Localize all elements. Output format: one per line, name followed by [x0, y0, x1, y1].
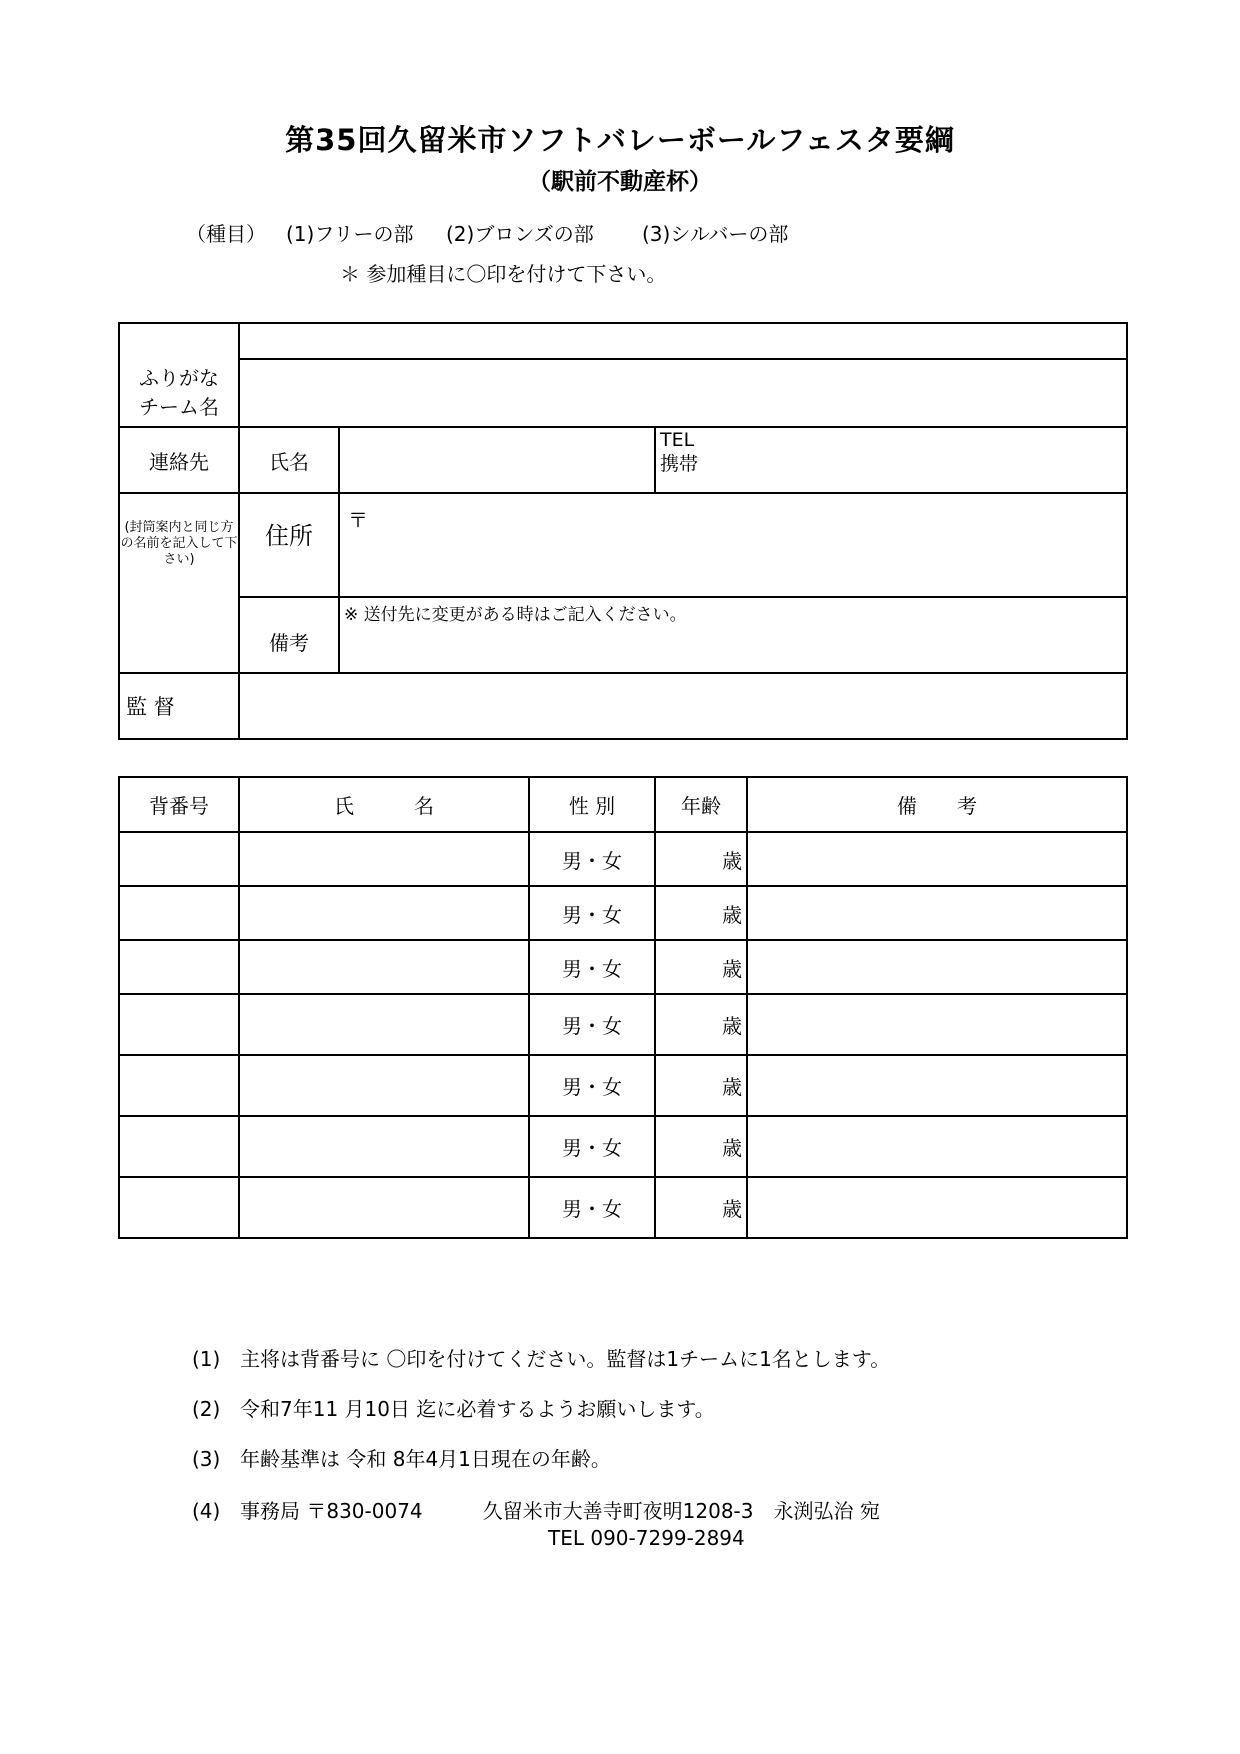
tel-label: TEL [660, 429, 695, 451]
postal-mark: 〒 [348, 508, 368, 532]
table-row [119, 940, 1127, 994]
table-row [119, 1055, 1127, 1116]
header-age: 年齢 [655, 777, 747, 832]
table-row [119, 1116, 1127, 1177]
remarks-input[interactable] [747, 886, 1127, 940]
remarks-input[interactable] [747, 1055, 1127, 1116]
number-input[interactable] [119, 1116, 239, 1177]
number-input[interactable] [119, 940, 239, 994]
team-info-form [118, 322, 1128, 740]
manager-input[interactable] [239, 673, 1127, 739]
category-silver: (3)シルバーの部 [642, 222, 789, 246]
number-input[interactable] [119, 832, 239, 886]
contact-phone-cell[interactable] [655, 427, 1127, 493]
age-input[interactable]: 歳 [655, 940, 747, 994]
age-input[interactable]: 歳 [655, 1055, 747, 1116]
name-input[interactable] [239, 1055, 529, 1116]
gender-option[interactable]: 男・女 [529, 1055, 655, 1116]
table-row [119, 1177, 1127, 1238]
note-2-index: (2) [192, 1397, 221, 1421]
number-input[interactable] [119, 994, 239, 1055]
gender-option[interactable]: 男・女 [529, 1177, 655, 1238]
age-input[interactable]: 歳 [655, 1177, 747, 1238]
name-input[interactable] [239, 994, 529, 1055]
team-name-label: チーム名 [139, 395, 219, 419]
number-input[interactable] [119, 1055, 239, 1116]
header-gender: 性 別 [529, 777, 655, 832]
team-name-label-cell [119, 323, 239, 427]
remarks-input[interactable] [339, 597, 1127, 673]
address-note: (封筒案内と同じ方の名前を記入して下さい) [120, 520, 238, 567]
gender-option[interactable]: 男・女 [529, 1116, 655, 1177]
address-note-cell [119, 493, 239, 673]
note-2-text: 令和7年11 月10日 迄に必着するようお願いします。 [240, 1397, 715, 1421]
gender-option[interactable]: 男・女 [529, 832, 655, 886]
age-input[interactable]: 歳 [655, 1116, 747, 1177]
remarks-note: ※ 送付先に変更がある時はご記入ください。 [344, 605, 687, 625]
page-title: 第35回久留米市ソフトバレーボールフェスタ要綱 [285, 123, 955, 157]
player-roster-table [118, 776, 1128, 1239]
note-4 [192, 1495, 880, 1524]
name-input[interactable] [239, 886, 529, 940]
name-input[interactable] [239, 1177, 529, 1238]
office-tel: TEL 090-7299-2894 [548, 1526, 745, 1550]
remarks-input[interactable] [747, 1177, 1127, 1238]
note-1-index: (1) [192, 1347, 221, 1371]
category-note: ＊ 参加種目に〇印を付けて下さい。 [340, 262, 667, 286]
remarks-input[interactable] [747, 940, 1127, 994]
category-label: （種目） [186, 222, 266, 246]
remarks-input[interactable] [747, 832, 1127, 886]
category-free: (1)フリーの部 [286, 222, 414, 246]
roster-header-row [119, 777, 1127, 832]
note-3 [192, 1443, 611, 1472]
name-input[interactable] [239, 1116, 529, 1177]
table-row [119, 832, 1127, 886]
manager-label: 監 督 [119, 673, 239, 739]
note-2 [192, 1393, 715, 1422]
header-name: 氏 名 [239, 777, 529, 832]
header-number: 背番号 [119, 777, 239, 832]
gender-option[interactable]: 男・女 [529, 994, 655, 1055]
name-input[interactable] [239, 940, 529, 994]
age-input[interactable]: 歳 [655, 994, 747, 1055]
table-row [119, 886, 1127, 940]
gender-option[interactable]: 男・女 [529, 940, 655, 994]
mobile-label: 携帯 [660, 453, 699, 475]
header-remarks: 備 考 [747, 777, 1127, 832]
remarks-input[interactable] [747, 994, 1127, 1055]
category-bronze: (2)ブロンズの部 [446, 222, 594, 246]
age-input[interactable]: 歳 [655, 886, 747, 940]
gender-option[interactable]: 男・女 [529, 886, 655, 940]
note-1 [192, 1343, 890, 1372]
table-row [119, 994, 1127, 1055]
remarks-input[interactable] [747, 1116, 1127, 1177]
note-4-text: 事務局 〒830-0074 久留米市大善寺町夜明1208-3 永渕弘治 宛 [240, 1499, 880, 1523]
page-subtitle: （駅前不動産杯） [528, 169, 712, 195]
age-input[interactable]: 歳 [655, 832, 747, 886]
furigana-input[interactable] [239, 323, 1127, 359]
contact-name-input[interactable] [339, 427, 655, 493]
note-1-text: 主将は背番号に 〇印を付けてください。監督は1チームに1名とします。 [240, 1347, 891, 1371]
team-name-input[interactable] [239, 359, 1127, 427]
note-3-index: (3) [192, 1447, 221, 1471]
number-input[interactable] [119, 1177, 239, 1238]
furigana-label: ふりがな [139, 366, 219, 390]
note-4-index: (4) [192, 1499, 221, 1523]
address-label: 住所 [239, 493, 339, 597]
note-3-text: 年齢基準は 令和 8年4月1日現在の年齢。 [240, 1447, 611, 1471]
address-input[interactable] [339, 493, 1127, 597]
number-input[interactable] [119, 886, 239, 940]
name-input[interactable] [239, 832, 529, 886]
contact-name-label: 氏名 [239, 427, 339, 493]
contact-label: 連絡先 [119, 427, 239, 493]
remarks-label: 備考 [239, 597, 339, 673]
